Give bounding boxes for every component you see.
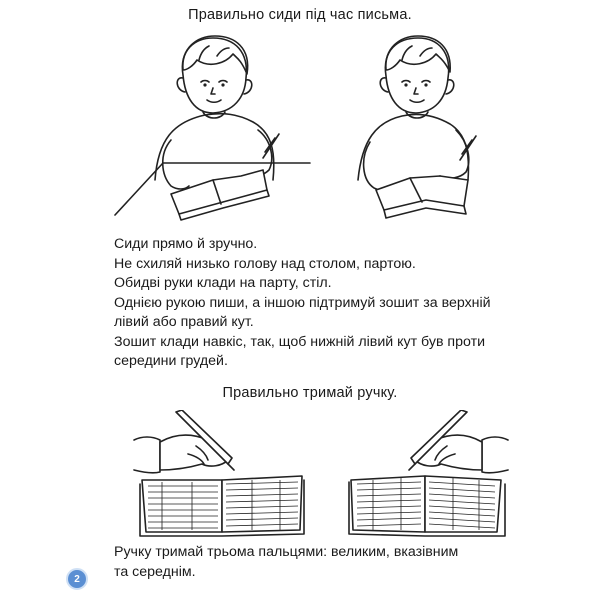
sitting-rules-list bbox=[114, 235, 574, 372]
sitting-rule: Сиди прямо й зручно. bbox=[114, 236, 258, 252]
hand-holding-pen-right-illustration bbox=[345, 410, 510, 538]
pen-grip-instruction bbox=[114, 543, 514, 582]
boy-writing-left-illustration bbox=[113, 30, 313, 232]
boy-writing-right-illustration bbox=[340, 30, 500, 232]
sitting-rule: Зошит клади навкіс, так, щоб нижній лівий кут був проти bbox=[114, 333, 486, 350]
heading-holding-pen: Правильно тримай ручку. bbox=[222, 385, 398, 401]
pen-grip-line: та середнім. bbox=[114, 563, 196, 580]
sitting-rule: Однією рукою пиши, а іншою підтримуй зошит за верхній bbox=[114, 294, 491, 311]
sitting-rule: Не схиляй низько голову над столом, партою. bbox=[114, 255, 416, 272]
heading-sitting: Правильно сиди під час письма. bbox=[188, 7, 412, 23]
sitting-rule: Обидві руки клади на парту, стіл. bbox=[114, 275, 332, 291]
sitting-rule: лівий або правий кут. bbox=[114, 314, 254, 330]
sitting-rule: середини грудей. bbox=[114, 353, 228, 369]
hand-holding-pen-left-illustration bbox=[132, 410, 307, 538]
pen-grip-line: Ручку тримай трьома пальцями: великим, вказівним bbox=[114, 544, 459, 560]
page-number-badge: 2 bbox=[66, 568, 88, 590]
